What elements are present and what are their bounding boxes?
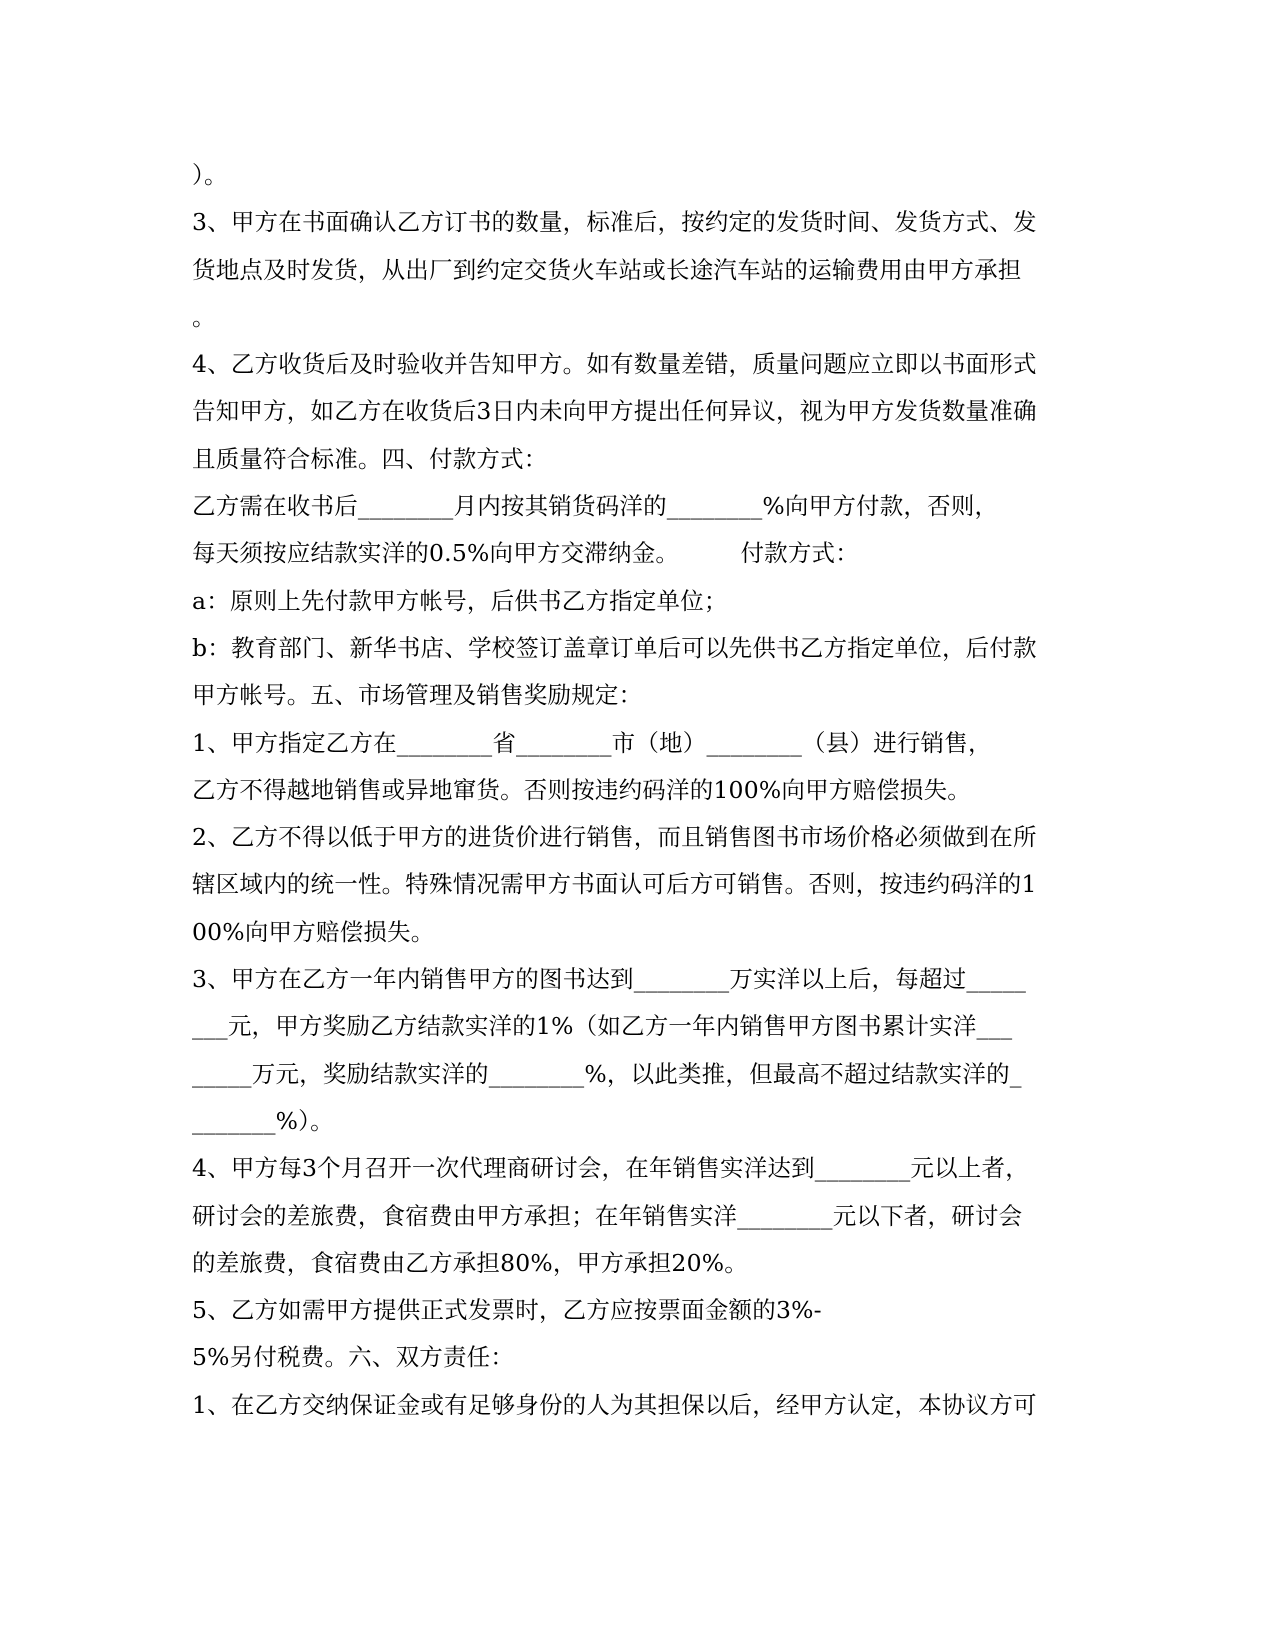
text-line: ）。 xyxy=(192,161,228,189)
text-line: 4、乙方收货后及时验收并告知甲方。如有数量差错，质量问题应立即以书面形式 xyxy=(192,350,1037,379)
text-line: 1、甲方指定乙方在________省________市（地）________（县）进行销售， xyxy=(192,728,992,757)
text-line: b：教育部门、新华书店、学校签订盖章订单后可以先供书乙方指定单位，后付款 xyxy=(192,633,1037,662)
text-line: 3、甲方在乙方一年内销售甲方的图书达到________万实洋以上后，每超过_____ xyxy=(192,965,1027,994)
text-line: 研讨会的差旅费，食宿费由甲方承担；在年销售实洋________元以下者，研讨会 xyxy=(192,1201,1023,1230)
text-line: 且质量符合标准。四、付款方式： xyxy=(192,444,548,473)
text-line: 00%向甲方赔偿损失。 xyxy=(192,917,435,946)
text-line: 1、在乙方交纳保证金或有足够身份的人为其担保以后，经甲方认定，本协议方可 xyxy=(192,1390,1037,1419)
text-line: 乙方需在收书后________月内按其销货码洋的________%向甲方付款，否则， xyxy=(192,492,999,521)
text-line: ___元，甲方奖励乙方结款实洋的1%（如乙方一年内销售甲方图书累计实洋___ xyxy=(192,1012,1013,1041)
text-line: 3、甲方在书面确认乙方订书的数量，标准后，按约定的发货时间、发货方式、发 xyxy=(192,208,1037,237)
text-line: 乙方不得越地销售或异地窜货。否则按违约码洋的100%向甲方赔偿损失。 xyxy=(192,775,971,804)
text-line: 告知甲方，如乙方在收货后3日内未向甲方提出任何异议，视为甲方发货数量准确 xyxy=(192,397,1037,426)
text-line: 4、甲方每3个月召开一次代理商研讨会，在年销售实洋达到________元以上者， xyxy=(192,1154,1029,1183)
text-line: _______%）。 xyxy=(192,1106,334,1135)
text-line: 甲方帐号。五、市场管理及销售奖励规定： xyxy=(192,681,643,710)
text-line: 5、乙方如需甲方提供正式发票时，乙方应按票面金额的3%- xyxy=(192,1296,822,1325)
text-line: 辖区域内的统一性。特殊情况需甲方书面认可后方可销售。否则，按违约码洋的1 xyxy=(192,870,1037,899)
text-line: 的差旅费，食宿费由乙方承担80%，甲方承担20%。 xyxy=(192,1248,748,1277)
text-line: _____万元，奖励结款实洋的________%，以此类推，但最高不超过结款实洋的_ xyxy=(192,1059,1022,1088)
text-line: 5%另付税费。六、双方责任： xyxy=(192,1343,515,1372)
text-line: 货地点及时发货，从出厂到约定交货火车站或长途汽车站的运输费用由甲方承担 xyxy=(192,255,1022,284)
text-line: 。 xyxy=(192,302,216,331)
text-line: a：原则上先付款甲方帐号，后供书乙方指定单位； xyxy=(192,586,728,615)
document-body xyxy=(192,152,1082,1429)
text-line: 2、乙方不得以低于甲方的进货价进行销售，而且销售图书市场价格必须做到在所 xyxy=(192,823,1037,852)
text-line: 每天须按应结款实洋的0.5%向甲方交滞纳金。 付款方式： xyxy=(192,539,859,568)
